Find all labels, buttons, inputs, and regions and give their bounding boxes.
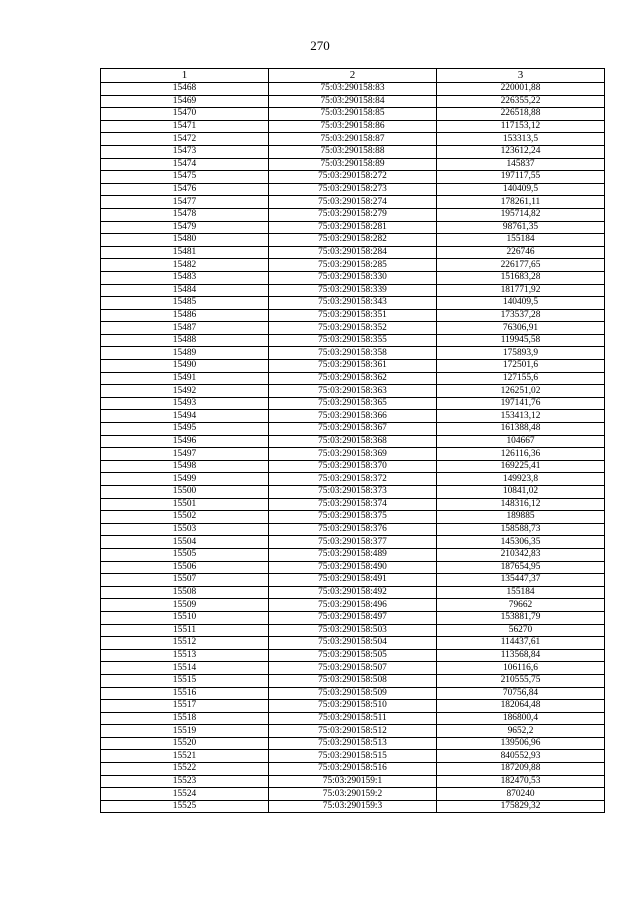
value-cell: 155184 (437, 586, 605, 599)
table-row (101, 473, 605, 486)
table-row (101, 536, 605, 549)
row-number-cell: 15498 (101, 460, 269, 473)
value-cell: 145306,35 (437, 536, 605, 549)
cadastral-number-cell: 75:03:290158:279 (269, 208, 437, 221)
value-cell: 226518,88 (437, 108, 605, 121)
value-cell: 76306,91 (437, 322, 605, 335)
row-number-cell: 15493 (101, 397, 269, 410)
row-number-cell: 15510 (101, 611, 269, 624)
row-number-cell: 15524 (101, 788, 269, 801)
cadastral-number-cell: 75:03:290158:372 (269, 473, 437, 486)
page-number: 270 (310, 38, 330, 53)
table-row (101, 271, 605, 284)
row-number-cell: 15471 (101, 120, 269, 133)
row-number-cell: 15478 (101, 208, 269, 221)
row-number-cell: 15507 (101, 574, 269, 587)
table-row (101, 234, 605, 247)
row-number-cell: 15489 (101, 347, 269, 360)
value-cell: 226746 (437, 246, 605, 259)
value-cell: 9652,2 (437, 725, 605, 738)
column-header-2: 2 (269, 69, 437, 83)
value-cell: 226177,65 (437, 259, 605, 272)
value-cell: 151683,28 (437, 271, 605, 284)
value-cell: 158588,73 (437, 523, 605, 536)
value-cell: 126116,36 (437, 448, 605, 461)
row-number-cell: 15517 (101, 700, 269, 713)
row-number-cell: 15496 (101, 435, 269, 448)
value-cell: 169225,41 (437, 460, 605, 473)
table-row (101, 297, 605, 310)
row-number-cell: 15505 (101, 548, 269, 561)
cadastral-number-cell: 75:03:290158:489 (269, 548, 437, 561)
table-row (101, 725, 605, 738)
cadastral-number-cell: 75:03:290158:351 (269, 309, 437, 322)
cadastral-number-cell: 75:03:290158:516 (269, 763, 437, 776)
table-row (101, 145, 605, 158)
table-row (101, 611, 605, 624)
value-cell: 56270 (437, 624, 605, 637)
row-number-cell: 15476 (101, 183, 269, 196)
value-cell: 175893,9 (437, 347, 605, 360)
value-cell: 189885 (437, 511, 605, 524)
row-number-cell: 15470 (101, 108, 269, 121)
table-row (101, 120, 605, 133)
table-row (101, 435, 605, 448)
cadastral-number-cell: 75:03:290158:89 (269, 158, 437, 171)
table-row (101, 460, 605, 473)
table-row (101, 423, 605, 436)
table-row (101, 599, 605, 612)
table-row (101, 108, 605, 121)
value-cell: 140409,5 (437, 297, 605, 310)
row-number-cell: 15475 (101, 171, 269, 184)
row-number-cell: 15482 (101, 259, 269, 272)
table-row (101, 334, 605, 347)
row-number-cell: 15492 (101, 385, 269, 398)
value-cell: 187654,95 (437, 561, 605, 574)
table-row (101, 763, 605, 776)
row-number-cell: 15525 (101, 800, 269, 813)
table-row (101, 322, 605, 335)
value-cell: 195714,82 (437, 208, 605, 221)
row-number-cell: 15477 (101, 196, 269, 209)
cadastral-number-cell: 75:03:290158:509 (269, 687, 437, 700)
cadastral-number-cell: 75:03:290158:373 (269, 486, 437, 499)
table-row (101, 788, 605, 801)
value-cell: 145837 (437, 158, 605, 171)
row-number-cell: 15503 (101, 523, 269, 536)
value-cell: 153413,12 (437, 410, 605, 423)
table-row (101, 448, 605, 461)
row-number-cell: 15521 (101, 750, 269, 763)
cadastral-number-cell: 75:03:290158:510 (269, 700, 437, 713)
cadastral-number-cell: 75:03:290158:508 (269, 674, 437, 687)
value-cell: 186800,4 (437, 712, 605, 725)
value-cell: 119945,58 (437, 334, 605, 347)
row-number-cell: 15522 (101, 763, 269, 776)
cadastral-number-cell: 75:03:290158:511 (269, 712, 437, 725)
row-number-cell: 15479 (101, 221, 269, 234)
row-number-cell: 15490 (101, 360, 269, 373)
table-body (101, 83, 605, 813)
cadastral-number-cell: 75:03:290158:273 (269, 183, 437, 196)
value-cell: 148316,12 (437, 498, 605, 511)
table-row (101, 712, 605, 725)
value-cell: 226355,22 (437, 95, 605, 108)
table-row (101, 800, 605, 813)
value-cell: 10841,02 (437, 486, 605, 499)
table-row (101, 347, 605, 360)
table-row (101, 360, 605, 373)
cadastral-number-cell: 75:03:290158:86 (269, 120, 437, 133)
row-number-cell: 15473 (101, 145, 269, 158)
table-row (101, 221, 605, 234)
cadastral-number-cell: 75:03:290158:369 (269, 448, 437, 461)
table-row (101, 208, 605, 221)
table-row (101, 548, 605, 561)
cadastral-number-cell: 75:03:290158:274 (269, 196, 437, 209)
cadastral-number-cell: 75:03:290158:361 (269, 360, 437, 373)
value-cell: 210342,83 (437, 548, 605, 561)
table-row (101, 511, 605, 524)
cadastral-number-cell: 75:03:290158:513 (269, 737, 437, 750)
row-number-cell: 15481 (101, 246, 269, 259)
cadastral-number-cell: 75:03:290158:83 (269, 83, 437, 96)
cadastral-number-cell: 75:03:290158:281 (269, 221, 437, 234)
cadastral-number-cell: 75:03:290158:496 (269, 599, 437, 612)
value-cell: 161388,48 (437, 423, 605, 436)
table-row (101, 649, 605, 662)
value-cell: 870240 (437, 788, 605, 801)
table-row (101, 574, 605, 587)
row-number-cell: 15514 (101, 662, 269, 675)
value-cell: 106116,6 (437, 662, 605, 675)
table-row (101, 196, 605, 209)
row-number-cell: 15499 (101, 473, 269, 486)
table-row (101, 750, 605, 763)
row-number-cell: 15519 (101, 725, 269, 738)
cadastral-number-cell: 75:03:290158:367 (269, 423, 437, 436)
row-number-cell: 15501 (101, 498, 269, 511)
table-row (101, 674, 605, 687)
value-cell: 182064,48 (437, 700, 605, 713)
cadastral-number-cell: 75:03:290158:355 (269, 334, 437, 347)
cadastral-number-cell: 75:03:290158:339 (269, 284, 437, 297)
table-row (101, 183, 605, 196)
value-cell: 153313,5 (437, 133, 605, 146)
cadastral-number-cell: 75:03:290158:363 (269, 385, 437, 398)
cadastral-number-cell: 75:03:290158:507 (269, 662, 437, 675)
value-cell: 175829,32 (437, 800, 605, 813)
cadastral-number-cell: 75:03:290158:515 (269, 750, 437, 763)
value-cell: 79662 (437, 599, 605, 612)
value-cell: 178261,11 (437, 196, 605, 209)
cadastral-number-cell: 75:03:290158:352 (269, 322, 437, 335)
value-cell: 117153,12 (437, 120, 605, 133)
row-number-cell: 15509 (101, 599, 269, 612)
cadastral-number-cell: 75:03:290158:504 (269, 637, 437, 650)
row-number-cell: 15469 (101, 95, 269, 108)
row-number-cell: 15488 (101, 334, 269, 347)
cadastral-number-cell: 75:03:290158:492 (269, 586, 437, 599)
table-row (101, 775, 605, 788)
value-cell: 135447,37 (437, 574, 605, 587)
cadastral-number-cell: 75:03:290159:3 (269, 800, 437, 813)
table-row (101, 561, 605, 574)
cadastral-number-cell: 75:03:290158:343 (269, 297, 437, 310)
table-row (101, 586, 605, 599)
cadastral-number-cell: 75:03:290158:376 (269, 523, 437, 536)
cadastral-number-cell: 75:03:290158:88 (269, 145, 437, 158)
value-cell: 197141,76 (437, 397, 605, 410)
table-row (101, 498, 605, 511)
row-number-cell: 15516 (101, 687, 269, 700)
value-cell: 173537,28 (437, 309, 605, 322)
value-cell: 153881,79 (437, 611, 605, 624)
value-cell: 114437,61 (437, 637, 605, 650)
value-cell: 181771,92 (437, 284, 605, 297)
table-row (101, 133, 605, 146)
row-number-cell: 15483 (101, 271, 269, 284)
cadastral-number-cell: 75:03:290158:284 (269, 246, 437, 259)
row-number-cell: 15474 (101, 158, 269, 171)
table-row (101, 246, 605, 259)
value-cell: 70756,84 (437, 687, 605, 700)
table-row (101, 637, 605, 650)
table-row (101, 624, 605, 637)
table-row (101, 687, 605, 700)
cadastral-number-cell: 75:03:290159:1 (269, 775, 437, 788)
value-cell: 123612,24 (437, 145, 605, 158)
table-row (101, 486, 605, 499)
row-number-cell: 15468 (101, 83, 269, 96)
value-cell: 113568,84 (437, 649, 605, 662)
cadastral-number-cell: 75:03:290158:490 (269, 561, 437, 574)
cadastral-number-cell: 75:03:290158:491 (269, 574, 437, 587)
row-number-cell: 15484 (101, 284, 269, 297)
value-cell: 126251,02 (437, 385, 605, 398)
table-row (101, 309, 605, 322)
value-cell: 187209,88 (437, 763, 605, 776)
table-row (101, 171, 605, 184)
cadastral-number-cell: 75:03:290158:358 (269, 347, 437, 360)
row-number-cell: 15504 (101, 536, 269, 549)
row-number-cell: 15508 (101, 586, 269, 599)
row-number-cell: 15523 (101, 775, 269, 788)
row-number-cell: 15518 (101, 712, 269, 725)
value-cell: 840552,93 (437, 750, 605, 763)
row-number-cell: 15500 (101, 486, 269, 499)
table-row (101, 737, 605, 750)
table-row (101, 158, 605, 171)
table-row (101, 410, 605, 423)
table-row (101, 372, 605, 385)
row-number-cell: 15487 (101, 322, 269, 335)
cadastral-number-cell: 75:03:290158:370 (269, 460, 437, 473)
value-cell: 127155,6 (437, 372, 605, 385)
value-cell: 172501,6 (437, 360, 605, 373)
row-number-cell: 15486 (101, 309, 269, 322)
value-cell: 104667 (437, 435, 605, 448)
row-number-cell: 15485 (101, 297, 269, 310)
row-number-cell: 15520 (101, 737, 269, 750)
cadastral-number-cell: 75:03:290158:375 (269, 511, 437, 524)
row-number-cell: 15480 (101, 234, 269, 247)
cadastral-number-cell: 75:03:290158:505 (269, 649, 437, 662)
cadastral-number-cell: 75:03:290158:330 (269, 271, 437, 284)
value-cell: 155184 (437, 234, 605, 247)
cadastral-number-cell: 75:03:290158:362 (269, 372, 437, 385)
table-row (101, 385, 605, 398)
cadastral-number-cell: 75:03:290158:377 (269, 536, 437, 549)
cadastral-number-cell: 75:03:290158:87 (269, 133, 437, 146)
cadastral-number-cell: 75:03:290158:85 (269, 108, 437, 121)
cadastral-number-cell: 75:03:290158:366 (269, 410, 437, 423)
row-number-cell: 15512 (101, 637, 269, 650)
cadastral-number-cell: 75:03:290158:84 (269, 95, 437, 108)
value-cell: 98761,35 (437, 221, 605, 234)
row-number-cell: 15506 (101, 561, 269, 574)
cadastral-number-cell: 75:03:290158:272 (269, 171, 437, 184)
table-row (101, 700, 605, 713)
cadastral-number-cell: 75:03:290158:365 (269, 397, 437, 410)
data-table (100, 68, 605, 813)
value-cell: 140409,5 (437, 183, 605, 196)
table-row (101, 284, 605, 297)
value-cell: 210555,75 (437, 674, 605, 687)
cadastral-number-cell: 75:03:290158:282 (269, 234, 437, 247)
value-cell: 139506,96 (437, 737, 605, 750)
cadastral-number-cell: 75:03:290158:512 (269, 725, 437, 738)
table-row (101, 662, 605, 675)
column-header-3: 3 (437, 69, 605, 83)
row-number-cell: 15497 (101, 448, 269, 461)
value-cell: 149923,8 (437, 473, 605, 486)
table-row (101, 259, 605, 272)
table-row (101, 95, 605, 108)
table-row (101, 83, 605, 96)
table-header-row (101, 69, 605, 83)
table-row (101, 397, 605, 410)
row-number-cell: 15494 (101, 410, 269, 423)
cadastral-number-cell: 75:03:290159:2 (269, 788, 437, 801)
row-number-cell: 15472 (101, 133, 269, 146)
row-number-cell: 15495 (101, 423, 269, 436)
cadastral-number-cell: 75:03:290158:374 (269, 498, 437, 511)
cadastral-number-cell: 75:03:290158:503 (269, 624, 437, 637)
table-row (101, 523, 605, 536)
row-number-cell: 15511 (101, 624, 269, 637)
value-cell: 182470,53 (437, 775, 605, 788)
cadastral-number-cell: 75:03:290158:285 (269, 259, 437, 272)
cadastral-number-cell: 75:03:290158:497 (269, 611, 437, 624)
row-number-cell: 15515 (101, 674, 269, 687)
cadastral-number-cell: 75:03:290158:368 (269, 435, 437, 448)
value-cell: 197117,55 (437, 171, 605, 184)
row-number-cell: 15513 (101, 649, 269, 662)
row-number-cell: 15502 (101, 511, 269, 524)
row-number-cell: 15491 (101, 372, 269, 385)
column-header-1: 1 (101, 69, 269, 83)
value-cell: 220001,88 (437, 83, 605, 96)
